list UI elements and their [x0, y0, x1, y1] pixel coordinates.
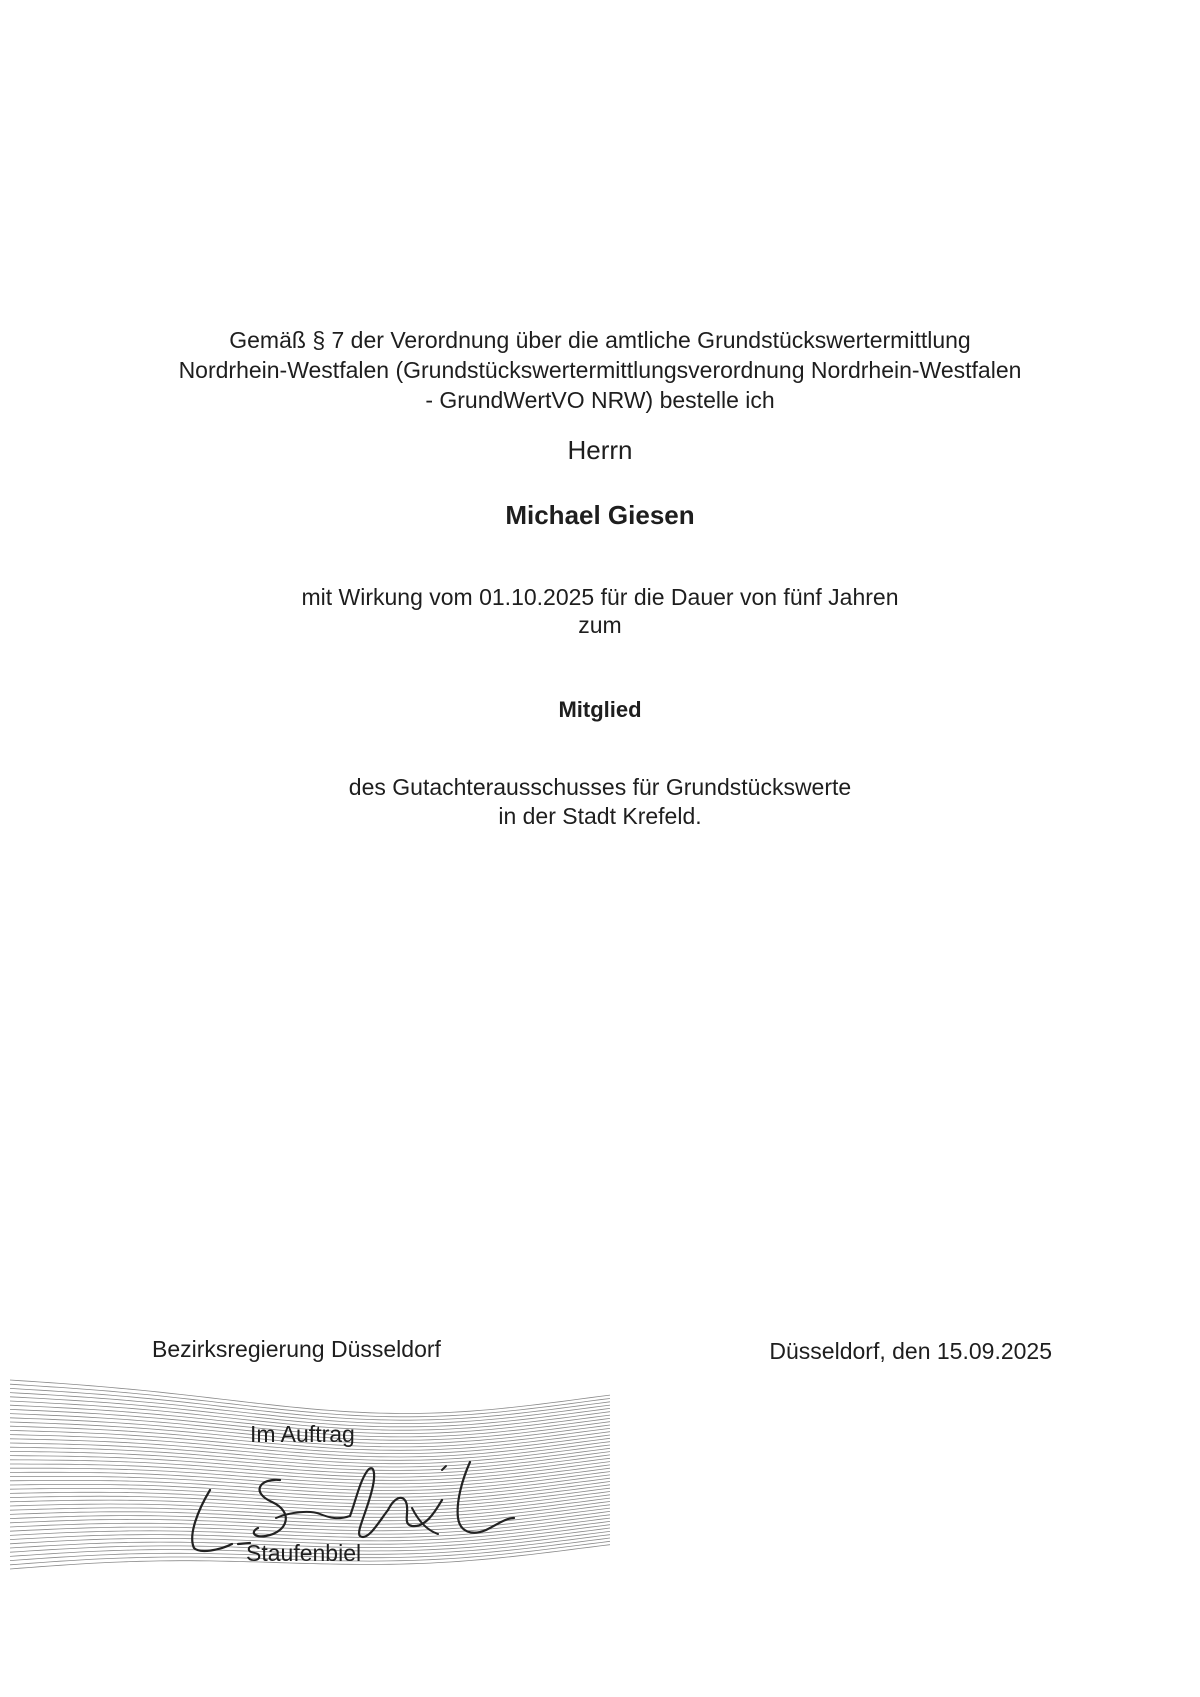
handwritten-signature	[180, 1440, 560, 1560]
committee-line-2: in der Stadt Krefeld.	[498, 803, 702, 829]
guilloche-line	[10, 1384, 610, 1417]
salutation: Herrn	[567, 435, 633, 465]
role-title: Mitglied	[558, 697, 642, 722]
guilloche-line	[10, 1380, 610, 1414]
effective-date-line: mit Wirkung vom 01.10.2025 für die Dauer von fünf Jahren	[301, 584, 899, 610]
legal-basis-line-3: - GrundWertVO NRW) bestelle ich	[425, 387, 775, 413]
place-and-date: Düsseldorf, den 15.09.2025	[769, 1338, 1052, 1364]
guilloche-line	[10, 1388, 610, 1420]
legal-basis-paragraph	[0, 325, 1200, 415]
legal-basis-line-2: Nordrhein-Westfalen (Grundstückswertermittlungsverordnung Nordrhein-Westfalen	[178, 357, 1022, 383]
effective-date-line-2: zum	[578, 612, 622, 638]
committee-paragraph	[0, 773, 1200, 831]
guilloche-line	[10, 1393, 610, 1424]
issuing-authority: Bezirksregierung Düsseldorf	[152, 1336, 441, 1362]
signatory-name: Staufenbiel	[246, 1540, 362, 1566]
on-behalf-label: Im Auftrag	[250, 1421, 355, 1447]
legal-basis-line-1: Gemäß § 7 der Verordnung über die amtliche Grundstückswertermittlung	[229, 327, 971, 353]
effective-date-paragraph	[0, 583, 1200, 639]
committee-line-1: des Gutachterausschusses für Grundstückswerte	[348, 774, 852, 800]
appointee-name: Michael Giesen	[505, 500, 695, 530]
